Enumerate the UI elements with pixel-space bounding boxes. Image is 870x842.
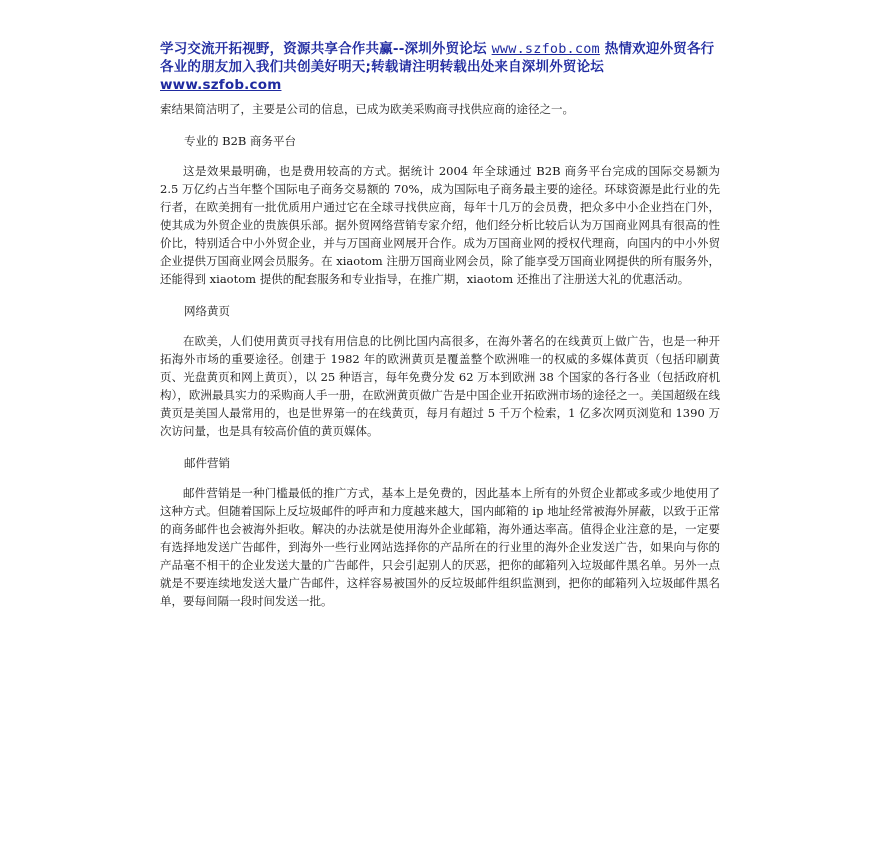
section-body-yellow-pages: 在欧美，人们使用黄页寻找有用信息的比例比国内高很多，在海外著名的在线黄页上做广告，也是一种开拓海外市场的重要途径。创建于 1982 年的欧洲黄页是覆盖整个欧洲唯一的权威的多媒体黄页（包括印刷黄页、光盘黄页和网上黄页），以 25 种语言，每年免费分发 62 万本到欧洲 38 个国家的各行各业（包括政府机构），欧洲最具实力的采购商人手一册，在欧洲黄页做广告是中国企业开拓欧洲市场的途径之一。美国超级在线黄页是美国人最常用的，也是世界第一的在线黄页，每月有超过 5 千万个检索，1 亿多次网页浏览和 1390 万次访问量，也是具有较高价值的黄页媒体。 [160,334,720,438]
section-heading-yellow-pages: 网络黄页 [184,304,230,318]
banner-text-a: 学习交流开拓视野，资源共享合作共赢--深圳外贸论坛 [160,41,492,57]
intro-paragraph: 索结果简洁明了，主要是公司的信息，已成为欧美采购商寻找供应商的途径之一。 [160,102,574,116]
section-body-email-marketing: 邮件营销是一种门槛最低的推广方式，基本上是免费的，因此基本上所有的外贸企业都或多或少地使用了这种方式。但随着国际上反垃圾邮件的呼声和力度越来越大，国内邮箱的 ip 地址经常被海外屏蔽，以致于正常的商务邮件也会被海外拒收。解决的办法就是使用海外企业邮箱，海外通达率高。值得企业注意的是，一定要有选择地发送广告邮件，到海外一些行业网站选择你的产品所在的行业里的海外企业发送广告，如果向与你的产品毫不相干的企业发送大量的广告邮件，只会引起别人的厌恶，把你的邮箱列入垃圾邮件黑名单。另外一点就是不要连续地发送大量广告邮件，这样容易被国外的反垃圾邮件组织监测到，把你的邮箱列入垃圾邮件黑名单，要每间隔一段时间发送一批。 [160,486,720,608]
forum-link[interactable]: www.szfob.com [491,41,600,57]
section-body-b2b: 这是效果最明确，也是费用较高的方式。据统计 2004 年全球通过 B2B 商务平台完成的国际交易额为 2.5 万亿约占当年整个国际电子商务交易额的 70%，成为国际电子商务最主要的途径。环球资源是此行业的先行者，在欧美拥有一批优质用户通过它在全球寻找供应商，每年十几万的会员费，把众多中小企业挡在门外，使其成为外贸企业的贵族俱乐部。据外贸网络营销专家介绍，他们经分析比较后认为万国商业网具有很高的性价比，特别适合中小外贸企业，并与万国商业网展开合作。成为万国商业网的授权代理商，向国内的中小外贸企业提供万国商业网会员服务。在 xiaotom 注册万国商业网会员，除了能享受万国商业网提供的所有服务外，还能得到 xiaotom 提供的配套服务和专业指导，在推广期，xiaotom 还推出了注册送大礼的优惠活动。 [160,164,720,286]
section-heading-b2b: 专业的 B2B 商务平台 [184,134,297,148]
section-heading-email-marketing: 邮件营销 [184,456,230,470]
document-page [160,40,720,610]
forum-link-bold[interactable]: www.szfob.com [160,77,282,93]
forum-banner [160,40,720,94]
banner-text-b: 热情欢迎外贸各行各业的朋友加入我们共创美好明天;转载请注明转载出处来自深圳外贸论坛 [160,41,715,75]
